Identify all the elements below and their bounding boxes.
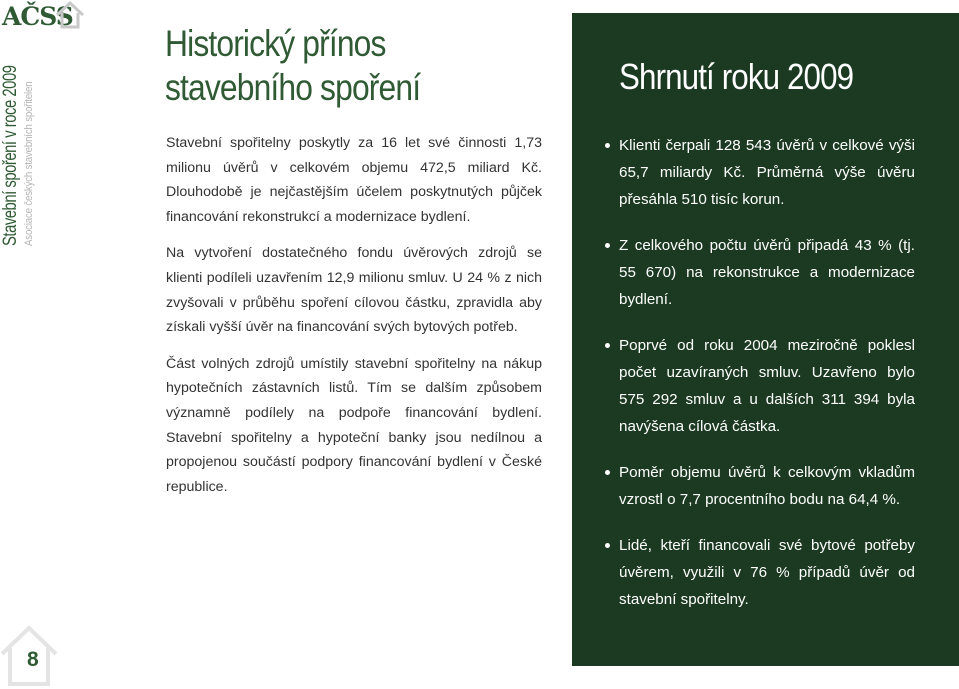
summary-item <box>605 232 915 313</box>
summary-item-text: Poprvé od roku 2004 meziročně poklesl počet uzavíraných smluv. Uzavřeno bylo 575 292 smluv a u dalších 311 394 byla navýšena cílová částka. <box>619 337 915 435</box>
bullet-icon <box>605 470 610 475</box>
article-paragraph: Na vytvoření dostatečného fondu úvěrových zdrojů se klienti podíleli uzavřením 12,9 milionu smluv. U 24 % z nich zvyšovali v průběhu spoření cílovou částku, zpravidla aby získali vyšší úvěr na financování svých bytových potřeb. <box>166 245 542 336</box>
summary-panel <box>572 13 959 666</box>
article-body <box>166 131 542 511</box>
summary-title: Shrnutí roku 2009 <box>619 56 854 97</box>
page-title <box>165 22 483 110</box>
bullet-icon <box>605 543 610 548</box>
page-title-line-2: stavebního spoření <box>165 67 421 108</box>
vertical-title-subtitle: Asociace českých stavebních spořitelen <box>23 81 35 246</box>
vertical-running-title <box>0 15 35 246</box>
article-paragraph: Část volných zdrojů umístily stavební spořitelny na nákup hypotečních zástavních listů. Tím se dalším způsobem významně podílely na podpoře financování bydlení. Stavební spořitelny a hypoteční banky jsou nedílnou a propojenou součástí podpory financování bydlení v České republice. <box>166 355 542 495</box>
vertical-title-main: Stavební spoření v roce 2009 <box>0 65 21 246</box>
bullet-icon <box>605 143 610 148</box>
summary-item <box>605 532 915 613</box>
summary-item <box>605 459 915 513</box>
house-logo-icon <box>54 0 86 30</box>
page-number: 8 <box>27 648 39 671</box>
summary-item-text: Z celkového počtu úvěrů připadá 43 % (tj. 55 670) na rekonstrukce a modernizace bydlení. <box>619 237 915 308</box>
page-title-line-1: Historický přínos <box>165 23 386 64</box>
article-paragraph: Stavební spořitelny poskytly za 16 let své činnosti 1,73 milionu úvěrů v celkovém objemu 472,5 miliard Kč. Dlouhodobě je nejčastějším účelem poskytnutých půjček financování rekonstrukcí a modernizace bydlení. <box>166 135 542 225</box>
summary-item-text: Lidé, kteří financovali své bytové potřeby úvěrem, využili v 76 % případů úvěr od stavební spořitelny. <box>619 537 915 608</box>
summary-item-text: Poměr objemu úvěrů k celkovým vkladům vzrostl o 7,7 procentního bodu na 64,4 %. <box>619 464 915 508</box>
bullet-icon <box>605 343 610 348</box>
summary-item <box>605 332 915 440</box>
summary-list <box>605 132 915 632</box>
summary-item-text: Klienti čerpali 128 543 úvěrů v celkové výši 65,7 miliardy Kč. Průměrná výše úvěru přesáhla 510 tisíc korun. <box>619 137 915 208</box>
logo-text: AČSS <box>2 2 73 31</box>
summary-item <box>605 132 915 213</box>
bullet-icon <box>605 243 610 248</box>
